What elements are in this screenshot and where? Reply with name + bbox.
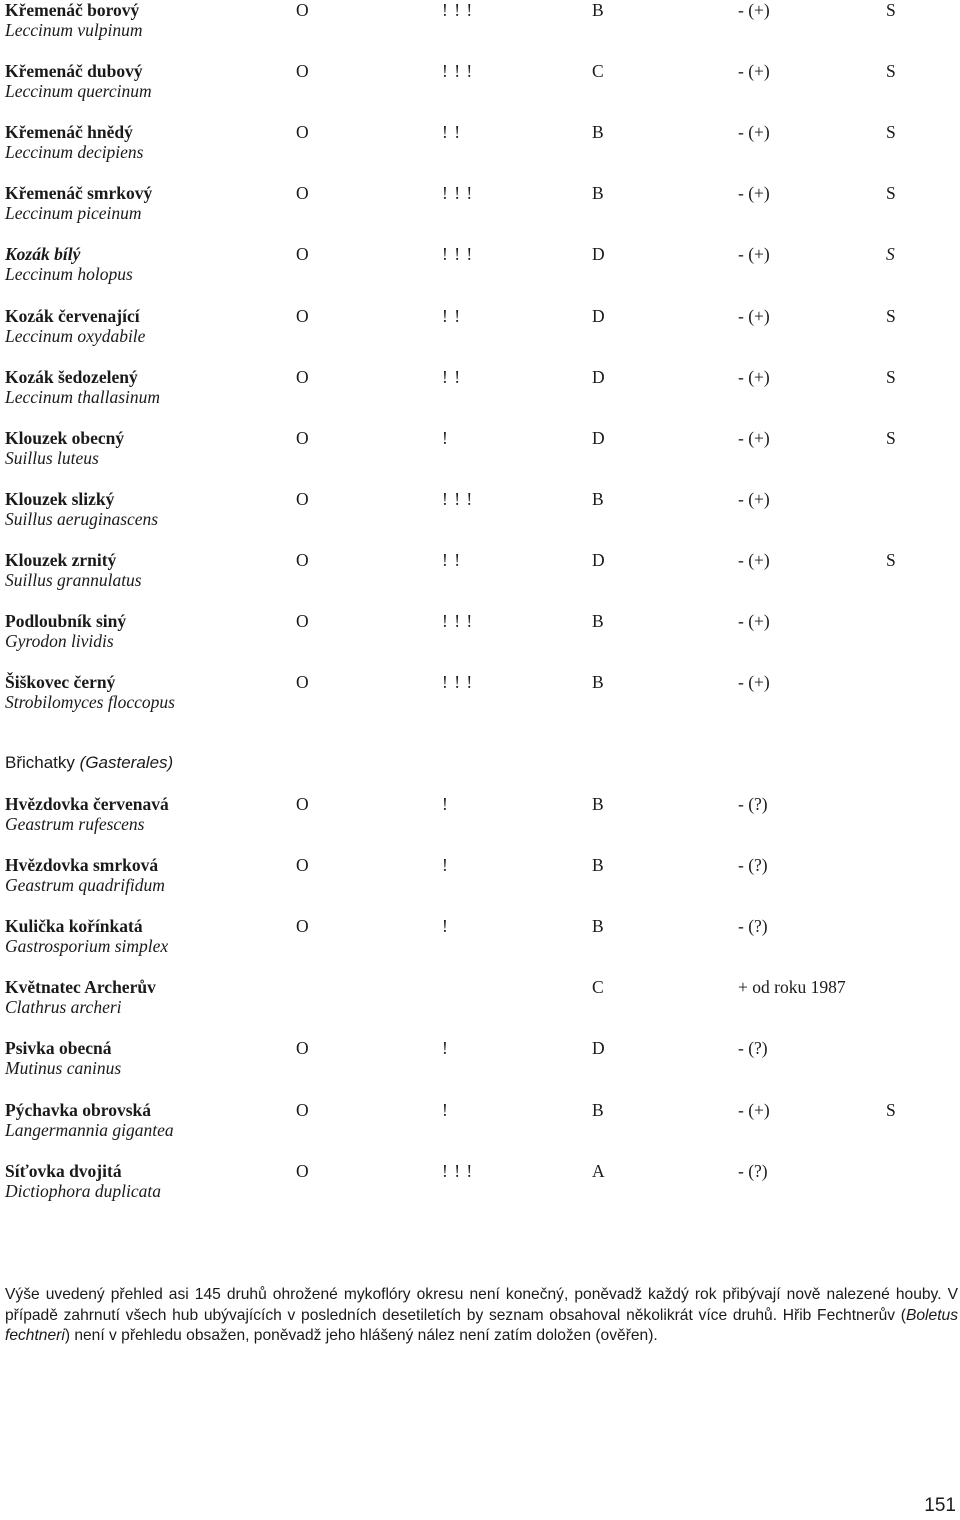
category-letter: B: [592, 488, 604, 509]
status-mark: S: [886, 1099, 896, 1120]
status-mark: S: [886, 183, 896, 204]
trend-mark: - (+): [738, 611, 770, 631]
czech-name: Klouzek slizký: [5, 488, 115, 509]
occurrence-code: O: [296, 1099, 309, 1120]
czech-name: Křemenáč dubový: [5, 61, 143, 82]
trend-mark: - (+): [738, 427, 770, 448]
threat-level: !: [442, 427, 449, 448]
category-letter: B: [592, 916, 604, 937]
czech-name: Psivka obecná: [5, 1038, 112, 1059]
latin-name: Leccinum piceinum: [5, 203, 142, 224]
status-mark: S: [886, 366, 896, 387]
latin-name: Leccinum vulpinum: [5, 20, 143, 40]
status-mark: S: [886, 0, 896, 20]
species-entry: [5, 367, 955, 411]
occurrence-code: O: [296, 244, 309, 265]
czech-name: Křemenáč hnědý: [5, 122, 133, 143]
occurrence-code: O: [296, 488, 309, 509]
threat-level: !: [442, 1099, 449, 1120]
trend-mark: - (+): [738, 305, 770, 326]
species-entry: [5, 1161, 955, 1205]
czech-name: Pýchavka obrovská: [5, 1099, 152, 1120]
category-letter: B: [592, 855, 604, 876]
species-entry: [5, 855, 955, 899]
latin-name: Leccinum oxydabile: [5, 325, 146, 346]
category-letter: A: [592, 1160, 605, 1181]
status-mark: S: [886, 305, 896, 326]
status-mark: S: [886, 244, 895, 265]
category-letter: D: [592, 549, 605, 570]
trend-mark: - (+): [738, 549, 770, 570]
czech-name: Kozák červenající: [5, 305, 140, 326]
note-text-part1: Výše uvedený přehled asi 145 druhů ohrožené mykoflóry okresu není konečný, poněvadž každý rok přibývají nově nalezené houby. V případě zahrnutí všech hub ubývajících v posledních desetiletích by seznam obsahoval několikrát více druhů. Hřib Fechtnerův (: [5, 1286, 958, 1324]
threat-level: ! !: [442, 305, 462, 326]
latin-name: Suillus luteus: [5, 447, 99, 468]
occurrence-code: O: [296, 366, 309, 387]
threat-level: ! ! !: [442, 183, 474, 204]
trend-mark: - (+): [738, 183, 770, 204]
threat-level: !: [442, 916, 449, 937]
species-entry: [5, 489, 955, 533]
latin-name: Geastrum rufescens: [5, 814, 145, 834]
latin-name: Suillus aeruginascens: [5, 508, 159, 529]
occurrence-code: O: [296, 794, 309, 814]
species-entry: [5, 794, 955, 838]
latin-name: Clathrus archeri: [5, 997, 122, 1018]
note-text-part2: ) není v přehledu obsažen, poněvadž jeho hlášený nález není zatím doložen (ověřen).: [64, 1327, 658, 1344]
page-number: 151: [924, 1495, 956, 1516]
trend-mark: - (?): [738, 794, 768, 814]
occurrence-code: O: [296, 672, 309, 693]
occurrence-code: O: [296, 183, 309, 204]
threat-level: ! ! !: [442, 672, 474, 693]
occurrence-code: O: [296, 427, 309, 448]
threat-level: ! ! !: [442, 0, 474, 20]
status-mark: S: [886, 427, 896, 448]
trend-mark: - (+): [738, 1099, 770, 1120]
trend-mark: - (+): [738, 672, 770, 693]
threat-level: ! !: [442, 366, 462, 387]
threat-level: ! ! !: [442, 244, 474, 265]
threat-level: ! ! !: [442, 611, 474, 631]
threat-level: !: [442, 855, 449, 876]
occurrence-code: O: [296, 1038, 309, 1059]
category-letter: B: [592, 0, 604, 20]
category-letter: D: [592, 244, 605, 265]
latin-name: Strobilomyces floccopus: [5, 692, 175, 713]
section-title: Břichatky: [5, 753, 75, 772]
threat-level: ! ! !: [442, 488, 474, 509]
species-entry: [5, 977, 955, 1021]
czech-name: Hvězdovka smrková: [5, 855, 159, 876]
threat-level: !: [442, 794, 449, 814]
category-letter: D: [592, 366, 605, 387]
latin-name: Leccinum decipiens: [5, 142, 144, 163]
species-entry: [5, 122, 955, 166]
status-mark: S: [886, 549, 896, 570]
czech-name: Květnatec Archerův: [5, 977, 156, 998]
latin-name: Leccinum thallasinum: [5, 386, 161, 407]
trend-mark: - (?): [738, 1038, 768, 1059]
occurrence-code: O: [296, 0, 309, 20]
category-letter: B: [592, 794, 604, 814]
threat-level: ! !: [442, 549, 462, 570]
czech-name: Hvězdovka červenavá: [5, 794, 169, 814]
section-heading: [5, 752, 173, 774]
category-letter: C: [592, 61, 604, 82]
latin-name: Mutinus caninus: [5, 1058, 122, 1079]
czech-name: Kozák šedozelený: [5, 366, 138, 387]
trend-mark: - (+): [738, 122, 770, 143]
category-letter: D: [592, 427, 605, 448]
category-letter: C: [592, 977, 604, 998]
czech-name: Kulička kořínkatá: [5, 916, 143, 937]
czech-name: Šiškovec černý: [5, 672, 116, 693]
trend-mark: - (?): [738, 1160, 768, 1181]
threat-level: ! ! !: [442, 61, 474, 82]
occurrence-code: O: [296, 122, 309, 143]
threat-level: ! !: [442, 122, 462, 143]
czech-name: Klouzek obecný: [5, 427, 125, 448]
trend-mark: + od roku 1987: [738, 977, 846, 998]
species-entry: [5, 611, 955, 655]
occurrence-code: O: [296, 855, 309, 876]
trend-mark: - (+): [738, 0, 770, 20]
occurrence-code: O: [296, 916, 309, 937]
species-entry: [5, 550, 955, 594]
trend-mark: - (+): [738, 488, 770, 509]
threat-level: !: [442, 1038, 449, 1059]
latin-name: Langermannia gigantea: [5, 1119, 174, 1140]
section-subtitle: (Gasterales): [79, 753, 174, 772]
czech-name: Křemenáč borový: [5, 0, 140, 20]
czech-name: Křemenáč smrkový: [5, 183, 153, 204]
species-entry: [5, 0, 955, 44]
latin-name: Gyrodon lividis: [5, 631, 114, 651]
threat-level: ! ! !: [442, 1160, 474, 1181]
latin-name: Suillus grannulatus: [5, 569, 142, 590]
species-entry: [5, 1100, 955, 1144]
species-entry: [5, 306, 955, 350]
latin-name: Gastrosporium simplex: [5, 936, 169, 957]
latin-name: Leccinum quercinum: [5, 81, 152, 102]
closing-note: [5, 1285, 958, 1347]
status-mark: S: [886, 122, 896, 143]
latin-name: Dictiophora duplicata: [5, 1180, 162, 1201]
species-entry: [5, 244, 955, 288]
latin-name: Leccinum holopus: [5, 264, 133, 285]
trend-mark: - (+): [738, 244, 770, 265]
category-letter: B: [592, 1099, 604, 1120]
species-entry: [5, 1038, 955, 1082]
czech-name: Kozák bílý: [5, 244, 81, 265]
category-letter: D: [592, 305, 605, 326]
species-entry: [5, 183, 955, 227]
trend-mark: - (+): [738, 61, 770, 82]
trend-mark: - (+): [738, 366, 770, 387]
category-letter: D: [592, 1038, 605, 1059]
occurrence-code: O: [296, 611, 309, 631]
czech-name: Podloubník siný: [5, 611, 127, 631]
species-entry: [5, 916, 955, 960]
category-letter: B: [592, 611, 604, 631]
occurrence-code: O: [296, 61, 309, 82]
trend-mark: - (?): [738, 855, 768, 876]
category-letter: B: [592, 122, 604, 143]
category-letter: B: [592, 672, 604, 693]
latin-name: Geastrum quadrifidum: [5, 875, 165, 896]
occurrence-code: O: [296, 305, 309, 326]
czech-name: Klouzek zrnitý: [5, 549, 117, 570]
category-letter: B: [592, 183, 604, 204]
trend-mark: - (?): [738, 916, 768, 937]
czech-name: Síťovka dvojitá: [5, 1160, 122, 1181]
occurrence-code: O: [296, 1160, 309, 1181]
species-entry: [5, 672, 955, 716]
note-species-name: Boletus fechtneri: [5, 1306, 958, 1344]
occurrence-code: O: [296, 549, 309, 570]
species-entry: [5, 61, 955, 105]
status-mark: S: [886, 61, 896, 82]
species-entry: [5, 428, 955, 472]
